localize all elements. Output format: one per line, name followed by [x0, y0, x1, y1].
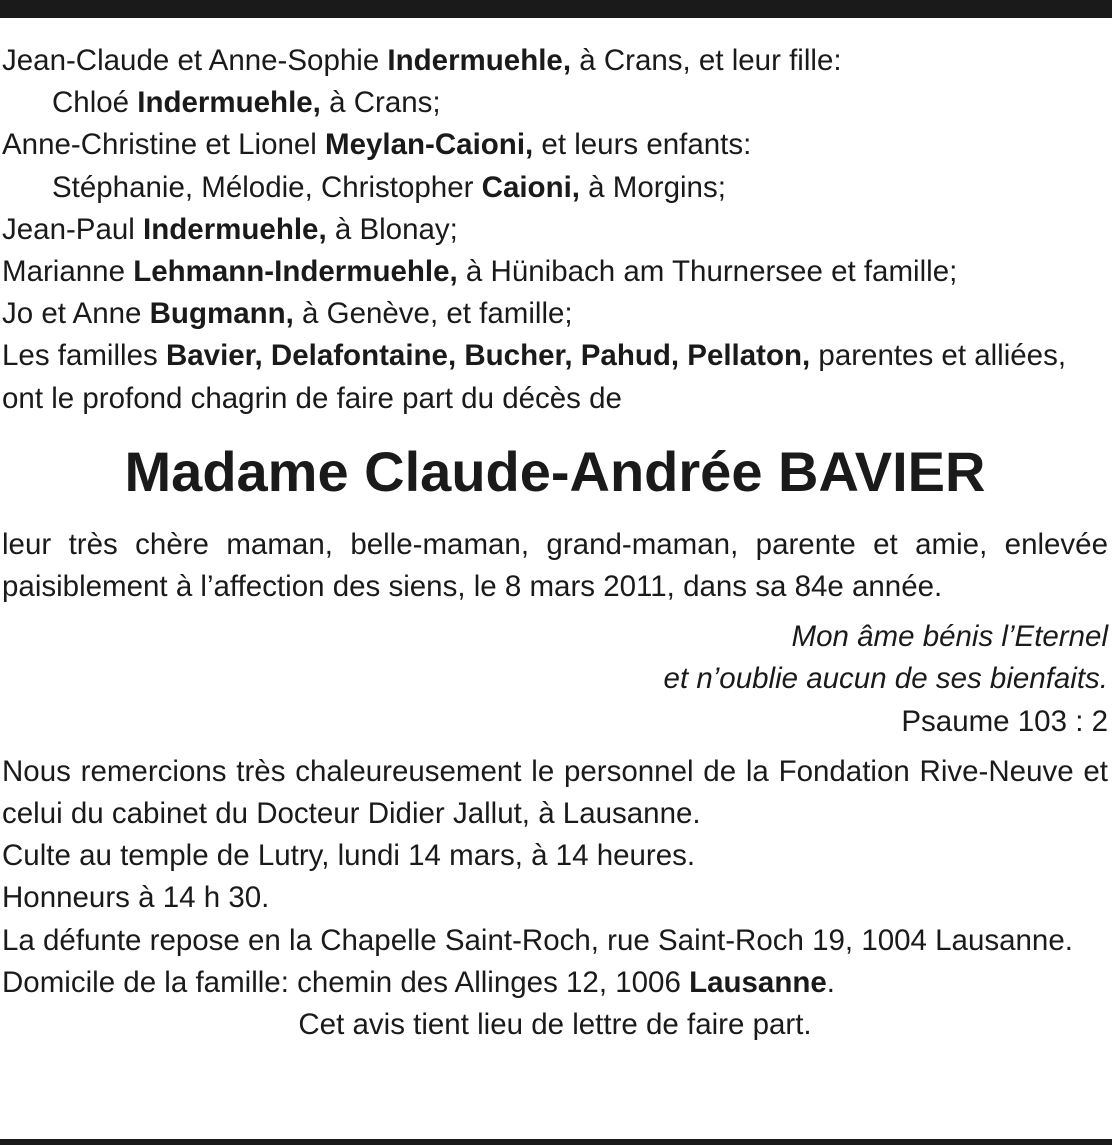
domicile-text: Domicile de la famille: chemin des Allinges 12, 1006	[2, 965, 690, 999]
family-text: à Crans, et leur fille:	[571, 44, 842, 77]
family-line-5	[2, 209, 1108, 251]
domicile-text: .	[826, 965, 835, 999]
family-text: Jean-Paul	[2, 212, 144, 246]
family-surname: Indermuehle,	[387, 44, 572, 77]
domicile-info	[2, 962, 1108, 1004]
family-text: Anne-Christine et Lionel	[2, 128, 326, 162]
family-text: Chloé	[52, 86, 138, 120]
family-line-4	[2, 167, 1108, 209]
family-line-6	[2, 251, 1108, 293]
thanks-paragraph: Nous remercions très chaleureusement le personnel de la Fondation Rive-Neuve et celui du cabinet du Docteur Didier Jallut, à Lausanne.	[2, 754, 1108, 830]
service-info: Culte au temple de Lutry, lundi 14 mars, à 14 heures.	[2, 839, 696, 873]
family-line-1	[2, 40, 1108, 82]
honours-info: Honneurs à 14 h 30.	[2, 881, 270, 915]
family-text: parentes et alliées,	[810, 339, 1067, 373]
top-rule	[0, 0, 1112, 18]
family-surname: Caioni,	[481, 170, 580, 204]
family-surname: Bugmann,	[149, 297, 294, 331]
family-text: Stéphanie, Mélodie, Christopher	[52, 170, 482, 204]
family-text: à Crans;	[320, 86, 441, 120]
family-surname: Bavier, Delafontaine, Bucher, Pahud, Pellaton,	[165, 339, 811, 373]
repose-info: La défunte repose en la Chapelle Saint-Roch, rue Saint-Roch 19, 1004 Lausanne.	[2, 923, 1073, 957]
closing-note: Cet avis tient lieu de lettre de faire part.	[298, 1007, 812, 1041]
family-line-3	[2, 124, 1108, 166]
tribute-paragraph: leur très chère maman, belle-maman, grand-maman, parente et amie, enlevée paisiblement à l’affection des siens, le 8 mars 2011, dans sa 84e année.	[2, 527, 1108, 603]
deceased-name: Madame Claude-Andrée BAVIER	[124, 439, 986, 503]
family-text: Jo et Anne	[2, 297, 150, 331]
family-text: Jean-Claude et Anne-Sophie	[2, 44, 388, 77]
family-surname: Indermuehle,	[143, 212, 327, 246]
verse-line-1: Mon âme bénis l’Eternel	[791, 620, 1108, 654]
bottom-rule	[0, 1139, 1112, 1145]
announcement-intro: ont le profond chagrin de faire part du décès de	[2, 381, 622, 415]
family-text: et leurs enfants:	[533, 128, 752, 162]
family-text: à Genève, et famille;	[293, 297, 573, 331]
family-text: Marianne	[2, 254, 134, 288]
family-surname: Indermuehle,	[137, 86, 321, 120]
family-line-7	[2, 293, 1108, 335]
family-surname: Meylan-Caioni,	[325, 128, 534, 162]
family-text: à Morgins;	[579, 170, 726, 204]
family-line-8	[2, 335, 1108, 377]
family-surname: Lehmann-Indermuehle,	[133, 254, 458, 288]
obituary-notice	[2, 40, 1108, 1046]
family-text: à Hünibach am Thurnersee et famille;	[457, 254, 958, 288]
verse-reference: Psaume 103 : 2	[901, 704, 1108, 738]
family-text: Les familles	[2, 339, 166, 373]
family-line-2	[2, 82, 1108, 124]
family-text: à Blonay;	[326, 212, 458, 246]
domicile-city: Lausanne	[689, 965, 827, 999]
verse-line-2: et n’oublie aucun de ses bienfaits.	[663, 662, 1108, 696]
